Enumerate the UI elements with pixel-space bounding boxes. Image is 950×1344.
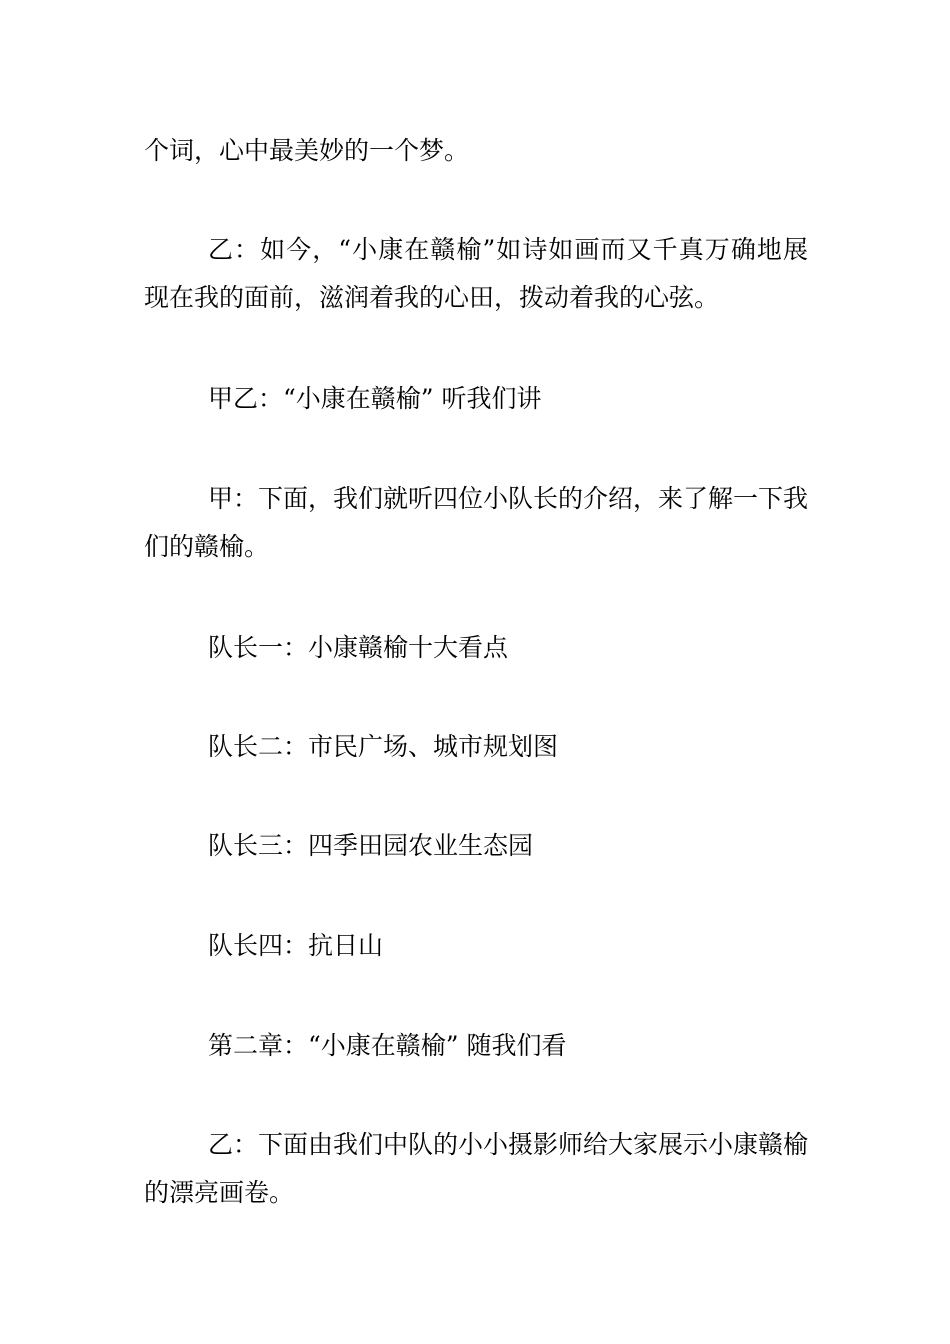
paragraph-jia: 甲：下面，我们就听四位小队长的介绍，来了解一下我们的赣榆。 [144,484,809,561]
paragraph-captain-2: 队长二：市民广场、城市规划图 [208,732,559,761]
paragraph-jiayi: 甲乙：“小康在赣榆” 听我们讲 [208,384,542,413]
paragraph-captain-1: 队长一：小康赣榆十大看点 [208,633,509,662]
paragraph-captain-3: 队长三：四季田园农业生态园 [208,831,534,860]
paragraph-continuation: 个词，心中最美妙的一个梦。 [144,136,470,165]
paragraph-captain-4: 队长四：抗日山 [208,931,384,960]
paragraph-yi-1: 乙：如今，“小康在赣榆”如诗如画而又千真万确地展现在我的面前，滋润着我的心田，拨动着我的心弦。 [144,235,808,312]
paragraph-chapter-2: 第二章：“小康在赣榆” 随我们看 [208,1031,567,1060]
paragraph-yi-2: 乙：下面由我们中队的小小摄影师给大家展示小康赣榆的漂亮画卷。 [144,1130,809,1207]
